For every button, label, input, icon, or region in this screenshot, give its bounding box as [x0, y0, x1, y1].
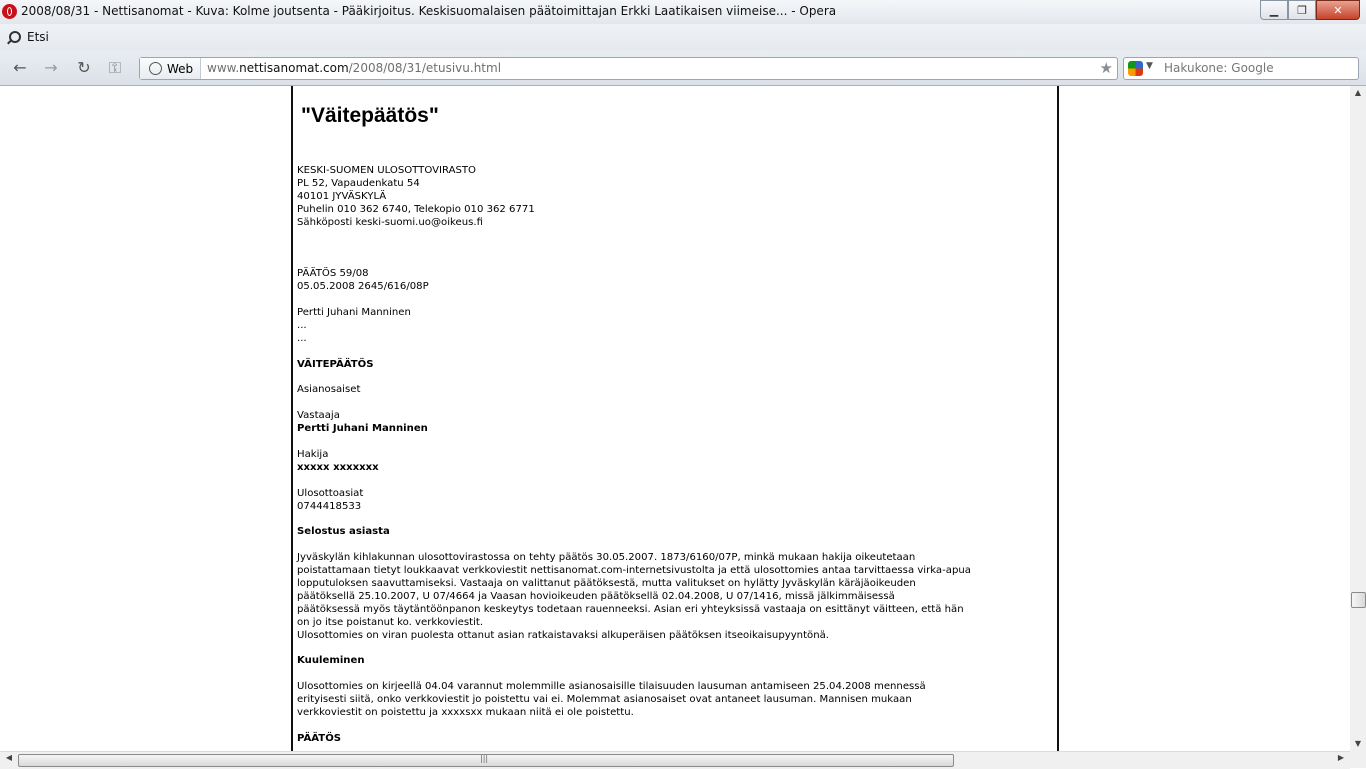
document-line: 05.05.2008 2645/616/08P	[297, 281, 429, 293]
document-subheading: Pertti Juhani Manninen	[297, 423, 428, 435]
document-subheading: Kuuleminen	[297, 655, 365, 667]
search-input[interactable]: Hakukone: Google	[1164, 61, 1274, 75]
document-line: päätöksessä myös täytäntöönpanon keskeytys todetaan rauenneeksi. Asian eri yhteyksissä vastaaja on esittänyt väitteen, että hän	[297, 603, 964, 615]
search-panel-label: Etsi	[27, 30, 49, 44]
page-viewport	[0, 86, 1350, 751]
vertical-scroll-thumb[interactable]	[1351, 592, 1366, 608]
window-controls	[1260, 0, 1360, 19]
document-subheading: Selostus asiasta	[297, 526, 390, 538]
back-icon[interactable]: ←	[13, 58, 27, 77]
scroll-right-icon[interactable]: ▶	[1337, 753, 1345, 762]
document-line	[297, 255, 1049, 268]
document-line: Pertti Juhani Manninen	[297, 306, 411, 318]
document-line	[297, 346, 1049, 359]
url-path: /2008/08/31/etusivu.html	[348, 61, 502, 75]
window-title: 2008/08/31 - Nettisanomat - Kuva: Kolme joutsenta - Pääkirjoitus. Keskisuomalaisen päätoimittajan Erkki Laatikaisen viimeise... - Opera	[21, 4, 837, 18]
document-line	[297, 242, 1049, 255]
web-label: Web	[167, 61, 194, 76]
horizontal-scrollbar[interactable]	[0, 751, 1350, 769]
document-line: lopputuloksen saavuttamiseksi. Vastaaja on valittanut päätöksestä, mutta valitukset on hylätty Jyväskylän käräjäoikeuden	[297, 578, 916, 589]
search-panel-button[interactable]	[9, 30, 49, 44]
wand-key-icon[interactable]: ⚿	[108, 58, 122, 77]
search-engine-box[interactable]	[1123, 57, 1359, 80]
document-line: erityisesti siitä, onko verkkoviestit jo poistettu vai ei. Molemmat asianosaiset ovat antaneet lausuman. Mannisen mukaan	[297, 694, 912, 706]
document-line	[297, 539, 1049, 552]
magnifier-icon	[9, 31, 21, 43]
document-line: Jyväskylän kihlakunnan ulosottovirastossa on tehty päätös 30.05.2007. 1873/6160/07P, minkä mukaan hakija oikeutetaan	[297, 552, 916, 564]
bookmark-star-icon[interactable]: ★	[1099, 59, 1113, 77]
document-line: PÄÄTÖS 59/08	[297, 268, 369, 280]
document-line: Puhelin 010 362 6740, Telekopio 010 362 6771	[297, 203, 535, 215]
url-text[interactable]	[207, 61, 501, 75]
url-host: nettisanomat.com	[239, 61, 349, 75]
document-line	[297, 372, 1049, 385]
minimize-button[interactable]: ▁	[1260, 0, 1288, 20]
document-line: Ulosottoasiat	[297, 487, 364, 499]
document-line	[297, 397, 1049, 410]
document-line: päätöksellä 25.10.2007, U 07/4664 ja Vaasan hovioikeuden päätöksellä 02.04.2008, U 07/1416, missä jälkimmäisessä	[297, 590, 895, 602]
menu-bar	[0, 24, 1366, 51]
scroll-left-icon[interactable]: ◀	[5, 753, 13, 762]
document-subheading: xxxxx xxxxxxx	[297, 461, 379, 473]
document-line: poistattamaan tietyt loukkaavat verkkoviestit nettisanomat.com-internetsivustolta ja että ulosottomies antaa tarvittaessa virka-apua	[297, 565, 971, 577]
document-line: ...	[297, 319, 307, 331]
document-subheading: VÄITEPÄÄTÖS	[297, 358, 374, 370]
opera-logo-icon	[2, 4, 17, 19]
document-line	[297, 230, 1049, 243]
maximize-button[interactable]: ❐	[1288, 0, 1316, 20]
url-prefix: www.	[207, 61, 240, 75]
document-line	[297, 436, 1049, 449]
document-line: Ulosottomies on kirjeellä 04.04 varannut molemmille asianosaisille tilaisuuden lausuman antamiseen 25.04.2008 mennessä	[297, 681, 926, 693]
document-line	[297, 513, 1049, 526]
document-line: 0744418533	[297, 500, 362, 512]
document-line: Sähköposti keski-suomi.uo@oikeus.fi	[297, 216, 483, 228]
scroll-corner	[1350, 751, 1366, 768]
document-line: Vastaaja	[297, 410, 340, 422]
title-bar	[0, 0, 1366, 24]
document-line: on jo itse poistanut ko. verkkoviestit.	[297, 616, 484, 628]
scroll-grip-icon: |||	[480, 754, 489, 763]
scroll-up-icon[interactable]: ▲	[1354, 88, 1362, 97]
engine-dropdown-icon[interactable]: ▼	[1146, 61, 1153, 71]
document-line	[297, 668, 1049, 681]
document-line: ...	[297, 332, 307, 344]
web-info-button[interactable]	[140, 58, 201, 79]
document-line: 40101 JYVÄSKYLÄ	[297, 190, 387, 202]
document-line	[297, 475, 1049, 488]
document-column	[291, 86, 1059, 751]
navigation-bar	[0, 51, 1366, 86]
document-subheading: PÄÄTÖS	[297, 732, 342, 744]
document-line: verkkoviestit on poistettu ja xxxxsxx mukaan niitä ei ole poistettu.	[297, 707, 634, 719]
scroll-down-icon[interactable]: ▼	[1354, 739, 1362, 748]
vertical-scrollbar[interactable]	[1350, 86, 1366, 751]
document-line: Ulosottomies on viran puolesta ottanut asian ratkaistavaksi alkuperäisen päätöksen itseoikaisupyyntönä.	[297, 629, 830, 641]
document-line	[297, 643, 1049, 656]
document-line: Hakija	[297, 448, 329, 460]
page-heading: "Väitepäätös"	[301, 104, 439, 127]
document-line: PL 52, Vapaudenkatu 54	[297, 177, 420, 189]
reload-icon[interactable]: ↻	[77, 58, 91, 77]
address-bar[interactable]	[139, 57, 1118, 80]
document-body	[297, 165, 1049, 746]
globe-icon	[149, 62, 162, 75]
google-icon[interactable]	[1128, 61, 1143, 76]
document-line	[297, 294, 1049, 307]
forward-icon[interactable]: →	[44, 58, 58, 77]
document-line: Asianosaiset	[297, 384, 361, 396]
close-button[interactable]: ✕	[1316, 0, 1360, 20]
document-line: KESKI-SUOMEN ULOSOTTOVIRASTO	[297, 165, 477, 176]
document-line	[297, 720, 1049, 733]
